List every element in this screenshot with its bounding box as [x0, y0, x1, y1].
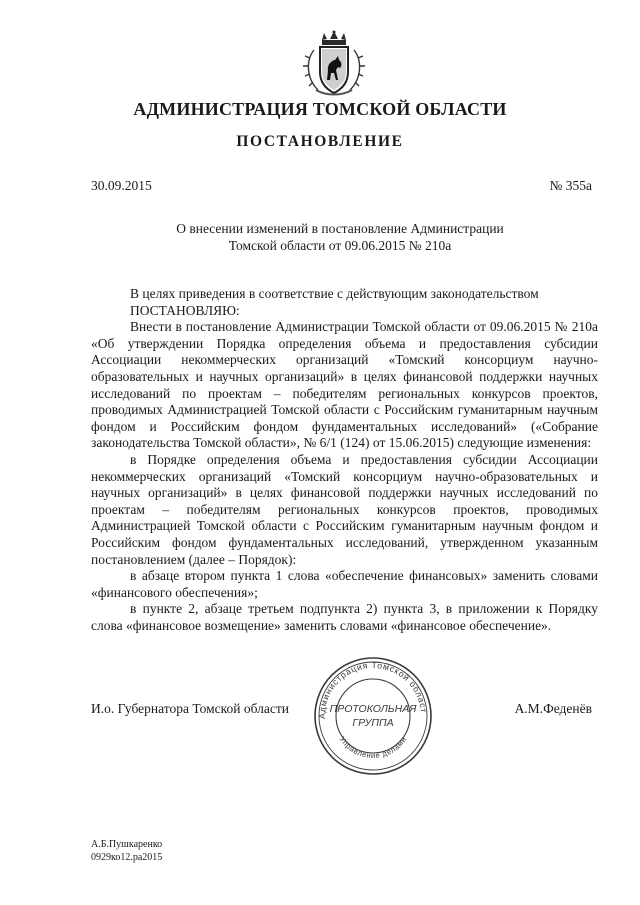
file-code: 0929ко12.ра2015 — [91, 852, 163, 863]
coat-of-arms-icon — [300, 30, 368, 100]
signer-name: А.М.Феденёв — [514, 701, 592, 716]
body-paragraph: в пункте 2, абзаце третьем подпункта 2) пункта 3, в приложении к Порядку слова «финансовое возмещение» заменить словами «финансовое обеспечение». — [91, 601, 598, 633]
body-paragraph: в Порядке определения объема и предоставления субсидии Ассоциации некоммерческих организаций «Томский консорциум научно-образовательных и научных организаций» в целях финансовой поддержки научных исследований по проектам – победителям региональных конкурсов проектов, проводимых Администрацией Томской области с Российским гуманитарным научным фондом и Российским фондом фундаментальных исследований, утвержденном указанным постановлением (далее – Порядок): — [91, 451, 598, 567]
document-number: № 355а — [549, 178, 592, 193]
document-subject — [90, 220, 590, 254]
stamp-seal-icon — [312, 655, 434, 777]
stamp-center-line: ГРУППА — [352, 717, 394, 729]
document-date: 30.09.2015 — [91, 178, 152, 193]
stamp-outer-text: Администрация Томской област — [316, 659, 429, 720]
coat-of-arms-emblem — [300, 30, 368, 100]
subject-line: Томской области от 09.06.2015 № 210а — [228, 238, 452, 253]
executor-block — [91, 838, 162, 864]
preamble-paragraph: В целях приведения в соответствие с действующим законодательством — [130, 286, 539, 301]
stamp-bottom-text: Управление делами — [337, 734, 409, 761]
svg-text:Управление делами — [338, 735, 409, 760]
executor-name: А.Б.Пушкаренко — [91, 839, 163, 850]
organization-title: АДМИНИСТРАЦИЯ ТОМСКОЙ ОБЛАСТИ — [133, 99, 507, 119]
resolve-heading: ПОСТАНОВЛЯЮ: — [130, 302, 240, 318]
document-type: ПОСТАНОВЛЕНИЕ — [236, 133, 404, 150]
subject-line: О внесении изменений в постановление Администрации — [176, 221, 504, 236]
body-paragraph: в абзаце втором пункта 1 слова «обеспечение финансовых» заменить словами «финансового обеспечения»; — [91, 568, 598, 600]
document-body — [91, 286, 598, 634]
body-paragraph: Внести в постановление Администрации Томской области от 09.06.2015 № 210а «Об утверждении Порядка определения объема и предоставления субсидии Ассоциации некоммерческих организаций «Томский консорциум научно-образовательных и научных организаций» в целях финансовой поддержки научных исследований по проектам – победителям региональных конкурсов проектов, проводимых Администрацией Томской области с Российским гуманитарным научным фондом и Российским фондом фундаментальных исследований» («Собрание законодательства Томской области», № 6/1 (124) от 15.06.2015) следующие изменения: — [91, 319, 598, 451]
stamp-center-line: ПРОТОКОЛЬНАЯ — [329, 703, 417, 715]
signer-title: И.о. Губернатора Томской области — [91, 701, 289, 716]
official-stamp — [312, 655, 434, 777]
